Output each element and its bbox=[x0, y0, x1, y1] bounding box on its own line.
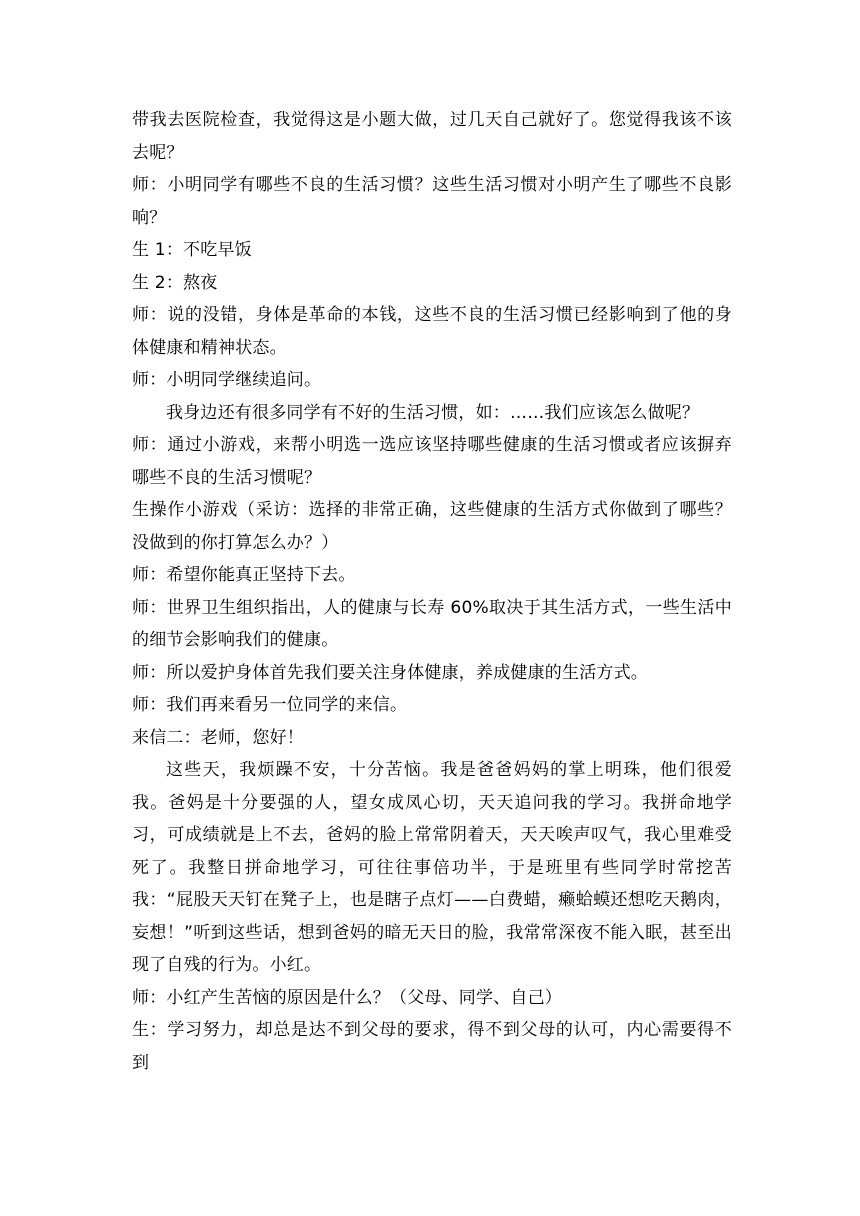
paragraph: 师：我们再来看另一位同学的来信。 bbox=[132, 695, 408, 715]
paragraph: 师：小明同学有哪些不良的生活习惯？这些生活习惯对小明产生了哪些不良影响？ bbox=[132, 175, 732, 228]
paragraph: 师：小红产生苦恼的原因是什么？（父母、同学、自己） bbox=[132, 987, 562, 1008]
paragraph: 师：小明同学继续追问。 bbox=[132, 370, 322, 390]
paragraph: 我身边还有很多同学有不好的生活习惯，如：……我们应该怎么做呢？ bbox=[166, 402, 700, 423]
paragraph: 生：学习努力，却总是达不到父母的要求，得不到父母的认可，内心需要得不到 bbox=[132, 1020, 732, 1073]
paragraph: 师：通过小游戏，来帮小明选一选应该坚持哪些健康的生活习惯或者应该摒弃哪些不良的生活习惯呢？ bbox=[132, 435, 732, 488]
paragraph: 来信二：老师，您好！ bbox=[132, 727, 304, 748]
paragraph: 师：世界卫生组织指出，人的健康与长寿 60%取决于其生活方式，一些生活中的细节会影响我们的健康。 bbox=[132, 597, 732, 650]
paragraph: 师：所以爱护身体首先我们要关注身体健康，养成健康的生活方式。 bbox=[132, 662, 648, 683]
paragraph: 师：希望你能真正坚持下去。 bbox=[132, 565, 356, 585]
paragraph: 生 2：熬夜 bbox=[132, 272, 218, 293]
paragraph: 生操作小游戏（采访：选择的非常正确，这些健康的生活方式你做到了哪些？没做到的你打算怎么办？） bbox=[132, 500, 732, 553]
paragraph: 师：说的没错，身体是革命的本钱，这些不良的生活习惯已经影响到了他的身体健康和精神状态。 bbox=[132, 305, 732, 358]
paragraph: 生 1：不吃早饭 bbox=[132, 240, 252, 260]
document-body bbox=[132, 104, 732, 1079]
paragraph: 带我去医院检查，我觉得这是小题大做，过几天自己就好了。您觉得我该不该去呢？ bbox=[132, 110, 732, 163]
paragraph: 这些天，我烦躁不安，十分苦恼。我是爸爸妈妈的掌上明珠，他们很爱我。爸妈是十分要强的人，望女成凤心切，天天追问我的学习。我拼命地学习，可成绩就是上不去，爸妈的脸上常常阴着天，天天唉声叹气，我心里难受死了。我整日拼命地学习，可往往事倍功半，于是班里有些同学时常挖苦我：“屁股天天钉在凳子上，也是瞎子点灯——白费蜡，癞蛤蟆还想吃天鹅肉，妄想！”听到这些话，想到爸妈的暗无天日的脸，我常常深夜不能入眠，甚至出现了自残的行为。小红。 bbox=[132, 760, 732, 975]
